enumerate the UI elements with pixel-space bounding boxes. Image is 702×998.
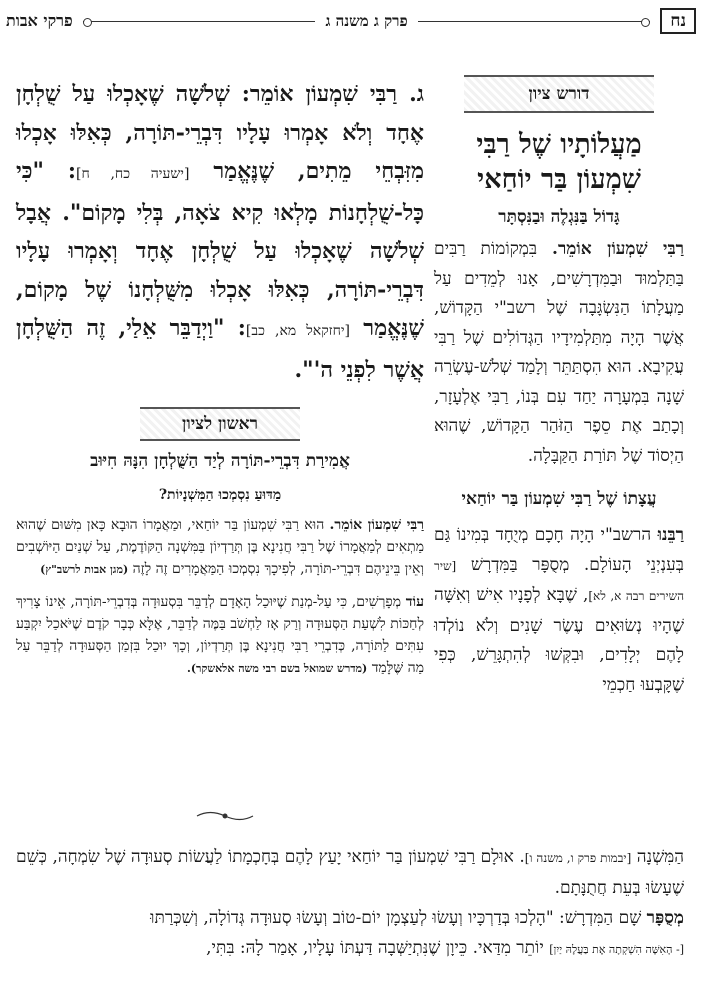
paragraph-text: הרשב"י הָיָה חָכָם מְיֻחָד בְּמִינוֹ גַּם בְּעִנְיְנֵי הָעוֹלָם. מְסֻפָּר בַּמִּדְרָשׁ xyxy=(434,525,684,575)
paragraph-lead: עוֹד xyxy=(405,594,424,610)
paragraph-lead: רַבִּי שִׁמְעוֹן אוֹמֵר. xyxy=(329,517,425,533)
citation: [ישעיה כח, ח] xyxy=(76,166,190,182)
paragraph xyxy=(434,235,684,471)
subtitle: גָּדוֹל בַּנִּגְלֶה וּבַנִּסְתָּר xyxy=(498,207,620,227)
header-ornament xyxy=(418,21,651,22)
mishna-part: : "וַיְדַבֵּר אֵלַי, זֶה הַשֻּׁלְחָן אֲשֶׁר לִפְנֵי ה'". xyxy=(16,315,424,383)
commentary-paragraph xyxy=(16,591,424,680)
paragraph-lead: רַבִּי שִׁמְעוֹן אוֹמֵר. xyxy=(552,239,684,259)
page-number: נח xyxy=(660,8,696,34)
section-title xyxy=(434,127,684,197)
right-column xyxy=(434,75,684,700)
mishna-part: ג. רַבִּי שִׁמְעוֹן אוֹמֵר: שְׁלֹשָׁה שֶׁאָכְלוּ עַל שֻׁלְחָן אֶחָד וְלֹא אָמְרוּ עָלָיו דִּבְרֵי-תּוֹרָה, כְּאִלּוּ אָכְלוּ מִזִּבְחֵי מֵתִים, שֶׁנֶּאֱמַר xyxy=(16,81,425,184)
footnote: [- הָאִשָּׁה הִשְׁקְתָה אֶת בַּעֲלָהּ יַיִן] xyxy=(549,943,684,956)
left-column xyxy=(16,75,424,680)
citation: (מגן אבות לרשב"ץ) xyxy=(40,563,129,576)
page-header xyxy=(6,6,696,36)
ornament-icon xyxy=(195,809,255,823)
mishna-text xyxy=(16,75,424,389)
chapter-location: פרק ג משנה ג xyxy=(325,11,408,30)
paragraph-text: יוֹתֵר מִדַּאי. כֵּיוָן שֶׁנִּתְיַשְּׁבָה דַּעְתּוֹ עָלָיו, אָמַר לָהּ: בִּתִּי, xyxy=(206,938,550,958)
paragraph xyxy=(16,903,684,933)
paragraph-text: בִּמְקוֹמוֹת רַבִּים בַּתַּלְמוּד וּבַמִּדְרָשִׁים, אָנוּ לְמֵדִים עַל מַעֲלָתוֹ הַנִּשְׂגָּבָה שֶׁל רשב"י הַקָּדוֹשׁ, אֲשֶׁר הָיָה מִתַּלְמִידָיו הַגְּדוֹלִים שֶׁל רַבִּי עֲקִיבָא. הוּא הִסְתַּתֵּר וְלָמַד שְׁלֹשׁ-עֶשְׂרֵה שָׁנָה בִּמְעָרָה יַחַד עִם בְּנוֹ, רַבִּי אֶלְעָזָר, וְכָתַב אֶת סֵפֶר הַזֹּהַר הַקָּדוֹשׁ, שֶׁהוּא הַיְסוֹד שֶׁל תּוֹרַת הַקַּבָּלָה. xyxy=(434,239,684,466)
paragraph xyxy=(434,521,684,700)
citation: [יבמות פרק ו, משנה ו] xyxy=(524,851,632,865)
paragraph-text: , שֶׁבָּא לְפָנָיו אִישׁ וְאִשָּׁה שֶׁהָיוּ נְשׂוּאִים עֶשֶׂר שָׁנִים וְלֹא נוֹלְדוּ לָהֶם יְלָדִים, וּבִקְּשׁוּ לְהִתְגָּרֵשׁ, כְּפִי שֶׁקָּבְעוּ חַכְמֵי xyxy=(434,585,684,695)
section-box-title: דורש ציון xyxy=(464,75,654,113)
paragraph xyxy=(16,933,684,965)
bottom-text xyxy=(16,842,684,965)
divider-ornament xyxy=(195,808,255,827)
commentary-paragraph xyxy=(16,514,424,581)
paragraph xyxy=(16,842,684,903)
mishna-part: : "כִּי כָּל-שֻׁלְחָנוֹת מָלְאוּ קִיא צֹאָה, בְּלִי מָקוֹם". אֲבָל שְׁלֹשָׁה שֶׁאָכְלוּ עַל שֻׁלְחָן אֶחָד וְאָמְרוּ עָלָיו דִּבְרֵי-תּוֹרָה, כְּאִלּוּ אָכְלוּ מִשֻּׁלְחָנוֹ שֶׁל מָקוֹם, שֶׁנֶּאֱמַר xyxy=(16,158,425,341)
paragraph-text: . אוּלָם רַבִּי שִׁמְעוֹן בַּר יוֹחַאי יָעַץ לָהֶם בְּחָכְמָתוֹ לַעֲשׂוֹת סְעוּדָה שֶׁל שִׂמְחָה, כְּשֵׁם שֶׁעָשׂוּ בְּעֵת חֲתֻנָּתָם. xyxy=(16,847,684,898)
citation: (מדרש שמואל בשם רבי משה אלאשקר). xyxy=(187,662,368,675)
paragraph-text: מְפָרְשִׁים, כִּי עַל-מְנַת שֶׁיּוּכַל הָאָדָם לְדַבֵּר בִּסְעוּדָה בְּדִבְרֵי-תּוֹרָה, אֵינוֹ צָרִיךְ לְחַכּוֹת לִשְׁעַת הַסְּעוּדָה וְרַק אָז לַחְשֹׁב בַּמֶּה לְדַבֵּר, אֶלָּא כְּבָר קֹדֶם שֶׁיֹּאכַל יִקְבַּע עִתִּים לַתּוֹרָה, כְּדִבְרֵי רַבִּי חֲנִינָא בֶּן תְּרַדְיוֹן, וְכָךְ יוּכַל בִּזְמַן הַסְּעוּדָה לְדַבֵּר עַל מַה שֶּׁלָּמַד xyxy=(16,594,424,676)
paragraph-text: שָׁם הַמִּדְרָשׁ: "הָלְכוּ בְּדַרְכָּיו וְעָשׂוּ לְעַצְמָן יוֹם-טוֹב וְעָשׂוּ סְעוּדָה גְּדוֹלָה, וְשִׁכְּרַתּוּ xyxy=(150,908,647,928)
header-ornament xyxy=(83,21,316,22)
question-heading: מַדּוּעַ נִסְמְכוּ הַמִּשְׁנָיוֹת? xyxy=(158,487,282,503)
subtitle: אֲמִירַת דִּבְרֵי-תּוֹרָה לְיַד הַשֻּׁלְחָן הִנָּהּ חִיּוּב xyxy=(90,451,350,471)
paragraph-lead: מְסֻפָּר xyxy=(646,908,684,928)
citation: [יחזקאל מא, כב] xyxy=(245,323,351,339)
title-line: שִׁמְעוֹן בַּר יוֹחַאי xyxy=(477,164,641,195)
citation: [שיר השירים רבה א, לא] xyxy=(434,558,684,603)
title-line: מַעֲלוֹתָיו שֶׁל רַבִּי xyxy=(476,129,642,160)
section-box-title: ראשון לציון xyxy=(140,407,300,441)
paragraph-text: הוּא רַבִּי שִׁמְעוֹן בַּר יוֹחַאי, וּמַאֲמָרוֹ הוּבָא כָּאן מִשּׁוּם שֶׁהוּא מַתְאִים לְמַאֲמָרוֹ שֶׁל רַבִּי חֲנִינָא בֶּן תְּרַדְיוֹן בַּמִּשְׁנָה הַקּוֹדֶמֶת, עַל שְׁנַיִם הַיּוֹשְׁבִים וְאֵין בֵּינֵיהֶם דִּבְרֵי-תּוֹרָה, לְפִיכָךְ נִסְמְכוּ הַמַּאֲמָרִים זֶה לָזֶה xyxy=(16,517,424,577)
paragraph-lead: רַבֵּנוּ xyxy=(657,525,684,545)
paragraph-text: הַמִּשְׁנָה xyxy=(631,847,684,867)
subtitle: עֲצָתוֹ שֶׁל רַבִּי שִׁמְעוֹן בַּר יוֹחַאי xyxy=(461,489,657,509)
book-title: פרקי אבות xyxy=(5,11,73,30)
